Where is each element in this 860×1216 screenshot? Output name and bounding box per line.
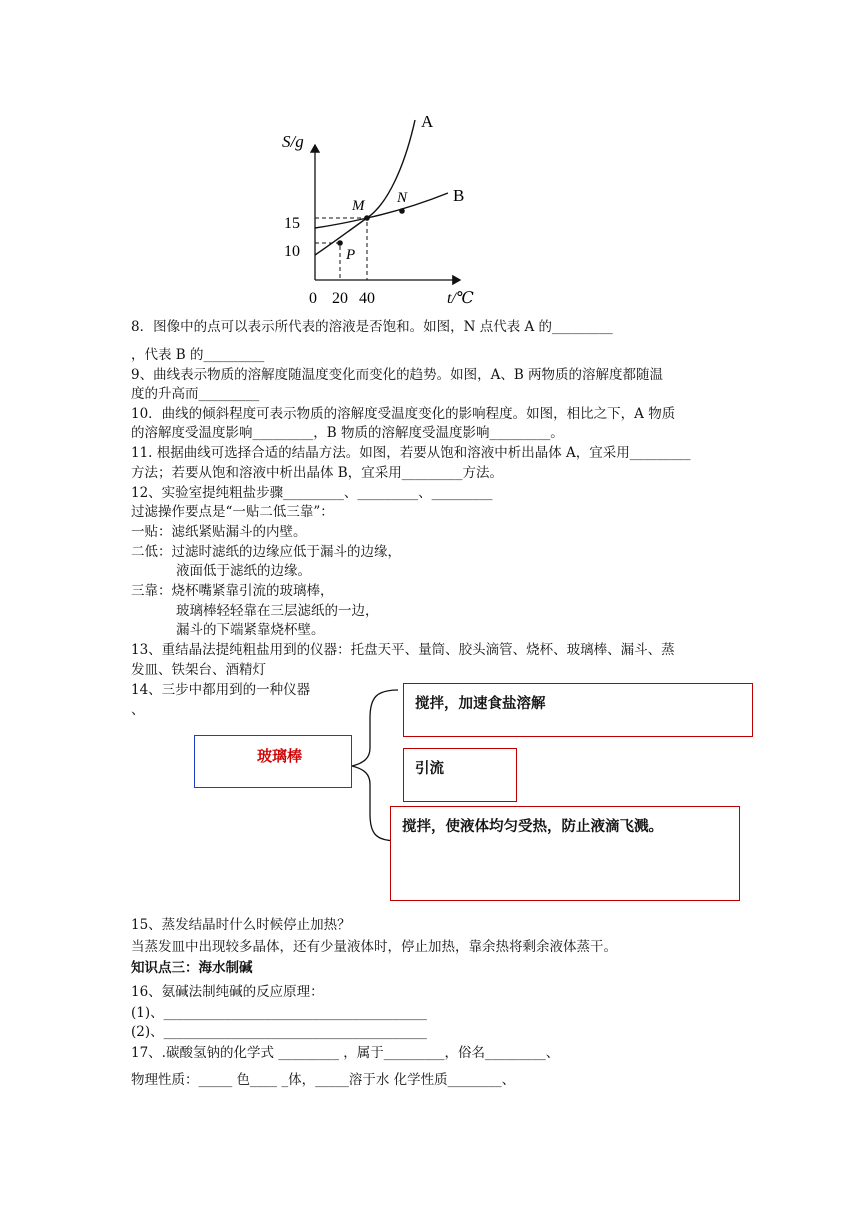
q12-line: 12、实验室提纯粗盐步骤_________、_________、_________ (131, 485, 493, 501)
use-box-evaporate (390, 806, 740, 901)
q10-line2: 的溶解度受温度影响_________，B 物质的溶解度受温度影响_________。 (131, 425, 564, 441)
y-tick-10: 10 (284, 243, 300, 260)
x-tick-0: 0 (309, 290, 317, 307)
y-axis-label: S/g (282, 132, 304, 151)
x-tick-40: 40 (359, 290, 375, 307)
q14-line: 14、三步中都用到的一种仪器 (131, 682, 311, 698)
use-box-dissolve (403, 683, 753, 737)
q9-line2: 度的升高而_________ (131, 386, 260, 402)
q17-line2: 物理性质：_____ 色____ _体，_____溶于水 化学性质________、 (131, 1072, 516, 1088)
point-p (337, 240, 343, 246)
q16-blank1: (1)、_______________________________________ (131, 1005, 427, 1021)
label-n: N (397, 190, 408, 206)
q10-line1: 10．曲线的倾斜程度可表示物质的溶解度受温度变化的影响程度。如图，相比之下，A 物质 (131, 406, 676, 422)
label-p: P (346, 247, 356, 263)
p-guides (315, 243, 340, 280)
use-dissolve-label: 搅拌，加速食盐溶解 (415, 696, 546, 712)
q8-line2: ，代表 B 的_________ (131, 347, 265, 363)
q11-line2: 方法；若要从饱和溶液中析出晶体 B，宜采用_________方法。 (131, 465, 503, 481)
q14-comma: 、 (131, 702, 145, 718)
filter-kao1: 三靠：烧杯嘴紧靠引流的玻璃棒， (131, 583, 334, 599)
filter-low1: 二低：过滤时滤纸的边缘应低于漏斗的边缘， (131, 544, 401, 560)
filter-kao3: 漏斗的下端紧靠烧杯壁。 (176, 622, 325, 638)
q16-blank2: (2)、_______________________________________ (131, 1024, 427, 1040)
q17-line1: 17、.碳酸氢钠的化学式 _________ ，属于_________，俗名_________、 (131, 1045, 560, 1061)
point-n (399, 208, 405, 214)
x-tick-20: 20 (332, 290, 348, 307)
label-a: A (421, 112, 434, 131)
q13-line2: 发皿、铁架台、酒精灯 (131, 662, 266, 678)
q16-line: 16、氨碱法制纯碱的反应原理： (131, 984, 324, 1000)
filter-kao2: 玻璃棒轻轻靠在三层滤纸的一边， (176, 603, 379, 619)
x-axis-label: t/℃ (447, 290, 474, 307)
q9-line1: 9、曲线表示物质的溶解度随温度变化而变化的趋势。如图，A、B 两物质的溶解度都随温 (131, 367, 664, 383)
glass-rod-label: 玻璃棒 (257, 747, 303, 765)
label-m: M (352, 198, 365, 214)
y-tick-15: 15 (284, 215, 300, 232)
label-b: B (453, 186, 465, 205)
q13-line1: 13、重结晶法提纯粗盐用到的仪器：托盘天平、量筒、胶头滴管、烧杯、玻璃棒、漏斗、蒸 (131, 642, 675, 658)
filter-title: 过滤操作要点是“一贴二低三靠”： (131, 504, 334, 520)
curve-a (315, 120, 415, 255)
solubility-graph (270, 105, 490, 310)
q15-answer: 当蒸发皿中出现较多晶体，还有少量液体时，停止加热，靠余热将剩余液体蒸干。 (131, 939, 617, 955)
use-box-drainage (403, 748, 517, 802)
q8-line1: 8．图像中的点可以表示所代表的溶液是否饱和。如图，N 点代表 A 的_________ (131, 319, 613, 335)
curve-b (315, 193, 448, 228)
use-drainage-label: 引流 (415, 761, 444, 777)
q15-line1: 15、蒸发结晶时什么时候停止加热？ (131, 917, 351, 933)
glass-rod-box (194, 735, 352, 788)
filter-tie1: 一贴：滤纸紧贴漏斗的内壁。 (131, 524, 307, 540)
point-m (364, 215, 370, 221)
use-evaporate-label: 搅拌，使液体均匀受热，防止液滴飞溅。 (402, 819, 663, 835)
knowledge-point-3: 知识点三：海水制碱 (131, 960, 253, 976)
q11-line1: 11. 根据曲线可选择合适的结晶方法。如图，若要从饱和溶液中析出晶体 A，宜采用_________ (131, 445, 691, 461)
filter-low2: 液面低于滤纸的边缘。 (176, 563, 311, 579)
